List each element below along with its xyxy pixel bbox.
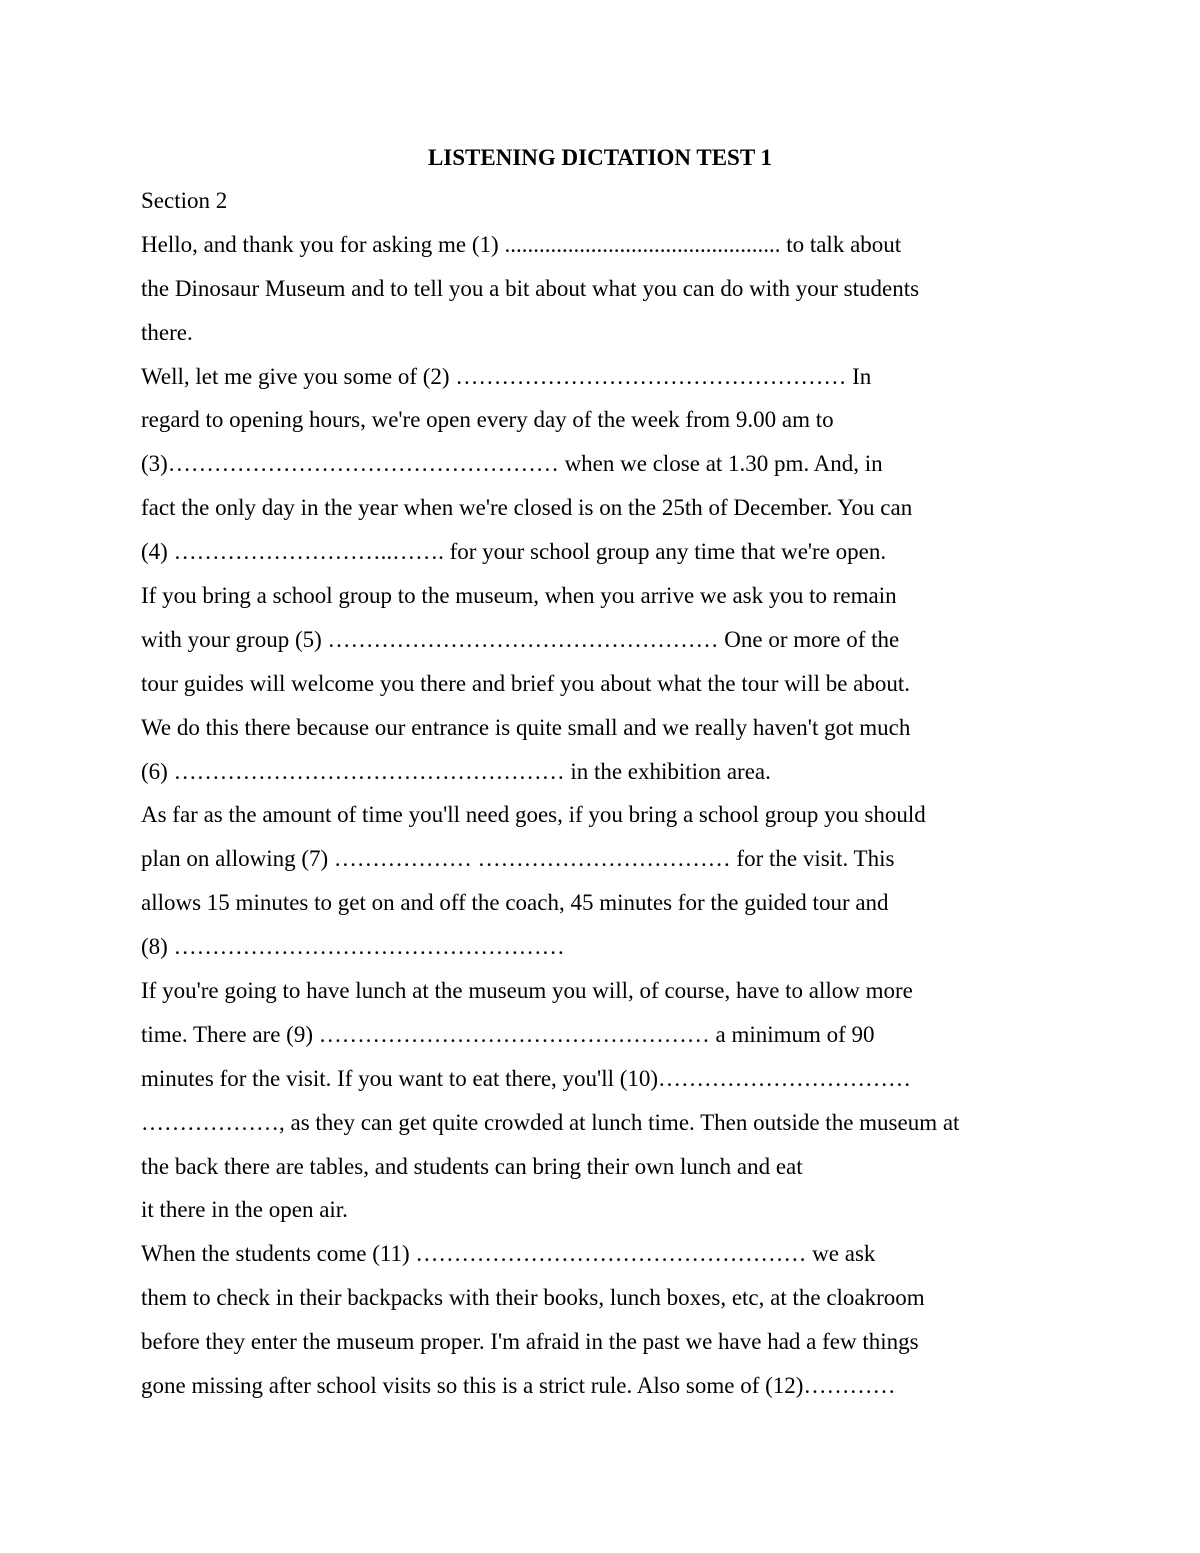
text-line: fact the only day in the year when we're closed is on the 25th of December. You can xyxy=(141,495,913,521)
text-line: it there in the open air. xyxy=(141,1197,348,1223)
text-line: them to check in their backpacks with their books, lunch boxes, etc, at the cloakroom xyxy=(141,1285,925,1311)
text-line: When the students come (11) …………………………………………… we ask xyxy=(141,1241,876,1267)
text-line: the back there are tables, and students can bring their own lunch and eat xyxy=(141,1153,803,1179)
text-line: minutes for the visit. If you want to eat there, you'll (10)…………………………… xyxy=(141,1065,912,1091)
text-line: plan on allowing (7) ……………… …………………………… for the visit. This xyxy=(141,846,895,872)
section-heading: Section 2 xyxy=(141,188,228,213)
text-line: ………………, as they can get quite crowded at lunch time. Then outside the museum at xyxy=(141,1109,960,1135)
text-line: time. There are (9) …………………………………………… a minimum of 90 xyxy=(141,1021,875,1047)
text-line: there. xyxy=(141,319,193,345)
text-line: (4) ………………………..……. for your school group any time that we're open. xyxy=(141,539,887,565)
text-line: before they enter the museum proper. I'm afraid in the past we have had a few things xyxy=(141,1329,919,1355)
text-line: (3)…………………………………………… when we close at 1.30 pm. And, in xyxy=(141,451,883,477)
text-line: As far as the amount of time you'll need goes, if you bring a school group you should xyxy=(141,802,926,828)
text-line: gone missing after school visits so this is a strict rule. Also some of (12)………… xyxy=(141,1373,896,1399)
text-line: with your group (5) …………………………………………… One or more of the xyxy=(141,626,900,652)
text-line: tour guides will welcome you there and brief you about what the tour will be about. xyxy=(141,670,911,696)
text-line: (8) …………………………………………… xyxy=(141,934,565,960)
text-line: regard to opening hours, we're open every day of the week from 9.00 am to xyxy=(141,407,834,433)
text-line: Hello, and thank you for asking me (1) ................................................ to talk about xyxy=(141,231,902,257)
text-line: the Dinosaur Museum and to tell you a bit about what you can do with your students xyxy=(141,275,920,301)
dictation-text xyxy=(141,185,1141,1414)
text-line: (6) …………………………………………… in the exhibition area. xyxy=(141,758,771,784)
text-line: If you're going to have lunch at the museum you will, of course, have to allow more xyxy=(141,978,913,1004)
text-line: allows 15 minutes to get on and off the coach, 45 minutes for the guided tour and xyxy=(141,890,889,916)
text-line: Well, let me give you some of (2) …………………………………………… In xyxy=(141,363,872,389)
page-title: LISTENING DICTATION TEST 1 xyxy=(427,145,773,170)
text-line: We do this there because our entrance is quite small and we really haven't got much xyxy=(141,714,911,740)
text-line: If you bring a school group to the museum, when you arrive we ask you to remain xyxy=(141,583,897,609)
